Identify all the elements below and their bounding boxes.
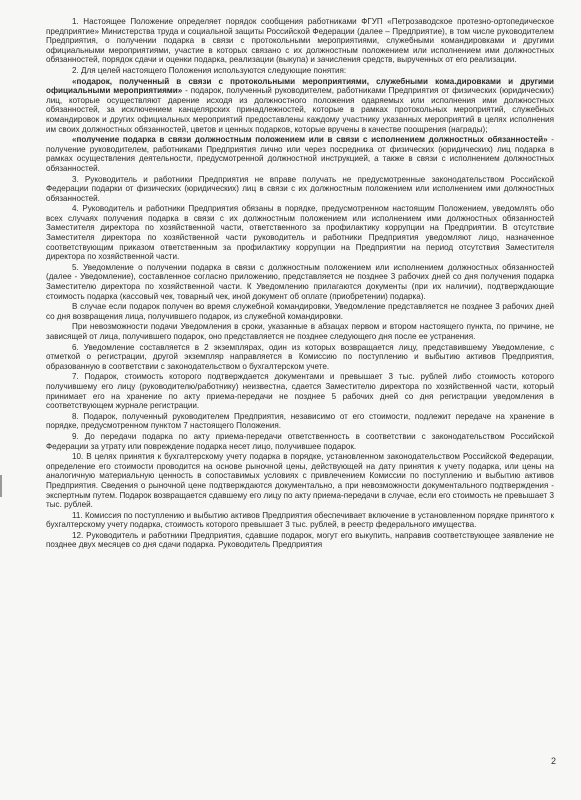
paragraph-4: 4. Руководитель и работники Предприятия обязаны в порядке, предусмотренном настоящим Положением, уведомлять обо всех случаях получения подарка в связи с их должностным положением или исполнением ими должностных обязанностей Заместителя директора по хозяйственной части, ответственного за профилактику коррупции на Предприятии. В отсутствие Заместителя директора по хозяйственной части руководитель и работники Предприятия уведомляют лицо, назначенное соответствующим приказом ответственным за профилактику коррупции на Предприятии на период отсутствия Заместителя директора по хозяйственной части. (46, 204, 554, 262)
definition-gift-position-text: - получение руководителем, работниками Предприятия лично или через посредника от физических (юридических) лиц подарка в рамках осуществления деятельности, предусмотренной должностной инструкцией, а также в связи с исполнением должностных обязанностей. (46, 135, 554, 173)
paragraph-5: 5. Уведомление о получении подарка в связи с должностным положением или исполнением должностных обязанностей (далее - Уведомление), составленное согласно приложению, представляется не позднее 3 рабочих дней со дня получения подарка Заместителю директора по хозяйственной части. К Уведомлению прилагаются документы (при их наличии), подтверждающие стоимость подарка (кассовый чек, товарный чек, иной документ об оплате (приобретении) подарка). (46, 262, 554, 301)
definition-gift-events-text: - подарок, полученный руководителем, работниками Предприятия от физических (юридических) лиц, которые осуществляют дарение исходя из должностного положения одаряемых или исполнения ими должностных обязанностей, за исключением канцелярских принадлежностей, которые в рамках протокольных мероприятий, служебных командировок и других официальных мероприятий предоставлены каждому участнику указанных мероприятий в целях исполнения им своих должностных обязанностей, цветов и ценных подарков, которые вручены в качестве поощрения (награды); (46, 86, 555, 134)
paragraph-8: 8. Подарок, полученный руководителем Предприятия, независимо от его стоимости, подлежит передаче на хранение в порядке, предусмотренном пунктом 7 настоящего Положения. (46, 411, 554, 431)
paragraph-9: 9. До передачи подарка по акту приема-передачи ответственность в соответствии с законодательством Российской Федерации за утрату или повреждение подарка несет лицо, получившее подарок. (46, 431, 554, 451)
paragraph-11: 11. Комиссия по поступлению и выбытию активов Предприятия обеспечивает включение в установленном порядке принятого к бухгалтерскому учету подарка, стоимость которого превышает 3 тыс. рублей, в реестр федерального имущества. (46, 510, 554, 530)
paragraph-6: 6. Уведомление составляется в 2 экземплярах, один из которых возвращается лицу, представившему Уведомление, с отметкой о регистрации, другой экземпляр направляется в Комиссию по поступлению и выбытию активов Предприятия, образованную в соответствии с законодательством о бухгалтерском учете. (46, 342, 554, 371)
definition-gift-events (46, 77, 554, 135)
paragraph-1: 1. Настоящее Положение определяет порядок сообщения работниками ФГУП «Петрозаводское протезно-ортопедическое предприятие» Министерства труда и социальной защиты Российской Федерации (далее – Предприятие), в том числе руководителем Предприятия, о получении подарка в связи с протокольными мероприятиями, служебными командировками и другими официальными мероприятиями, участие в которых связано с их должностным положением или исполнением ими должностных обязанностей, порядок сдачи и оценки подарка, реализации (выкупа) и зачисления средств, вырученных от его реализации. (46, 17, 554, 65)
page-number: 2 (550, 756, 556, 766)
definition-gift-position (46, 135, 554, 173)
paragraph-10: 10. В целях принятия к бухгалтерскому учету подарка в порядке, установленном законодательством Российской Федерации, определение его стоимости проводится на основе рыночной цены, действующей на дату принятия к учету подарка, или цены на аналогичную материальную ценность в сопоставимых условиях с привлечением Комиссии по поступлению и выбытию активов Предприятия. Сведения о рыночной цене подтверждаются документально, а при невозможности документального подтверждения - экспертным путем. Подарок возвращается сдавшему его лицу по акту приема-передачи в случае, если его стоимость не превышает 3 тыс. рублей. (46, 452, 554, 510)
document-body (46, 17, 554, 550)
paragraph-3: 3. Руководитель и работники Предприятия не вправе получать не предусмотренные законодательством Российской Федерации подарки от физических (юридических) лиц в связи с их должностным положением или исполнением ими должностных обязанностей. (46, 174, 554, 203)
paragraph-2: 2. Для целей настоящего Положения используются следующие понятия: (72, 65, 347, 75)
term-gift-events: «подарок, полученный в связи с протокольными мероприятиями, служебными кома.дировками и другими официальными мероприятиями» (46, 76, 554, 96)
scan-edge-mark (0, 475, 2, 497)
paragraph-7: 7. Подарок, стоимость которого подтверждается документами и превышает 3 тыс. рублей либо стоимость которого получившему его лицу (руководителю/работнику) неизвестна, сдается Заместителю директора по хозяйственной части, который принимает его на хранение по акту приема-передачи не позднее 5 рабочих дней со дня регистрации уведомления в соответствующем журнале регистрации. (46, 372, 554, 411)
paragraph-12: 12. Руководитель и работники Предприятия, сдавшие подарок, могут его выкупить, направив соответствующее заявление не позднее двух месяцев со дня сдачи подарка. Руководитель Предприятия (46, 530, 554, 550)
paragraph-5-business-trip: В случае если подарок получен во время служебной командировки, Уведомление представляется не позднее 3 рабочих дней со дня возвращения лица, получившего подарок, из служебной командировки. (46, 302, 554, 321)
paragraph-5-impossibility: При невозможности подачи Уведомления в сроки, указанные в абзацах первом и втором настоящего пункта, по причине, не зависящей от лица, получившего подарок, оно представляется не позднее следующего дня после ее устранения. (46, 322, 554, 341)
term-gift-position: «получение подарка в связи должностным положением или в связи с исполнением должностных обязанностей» (72, 135, 548, 145)
